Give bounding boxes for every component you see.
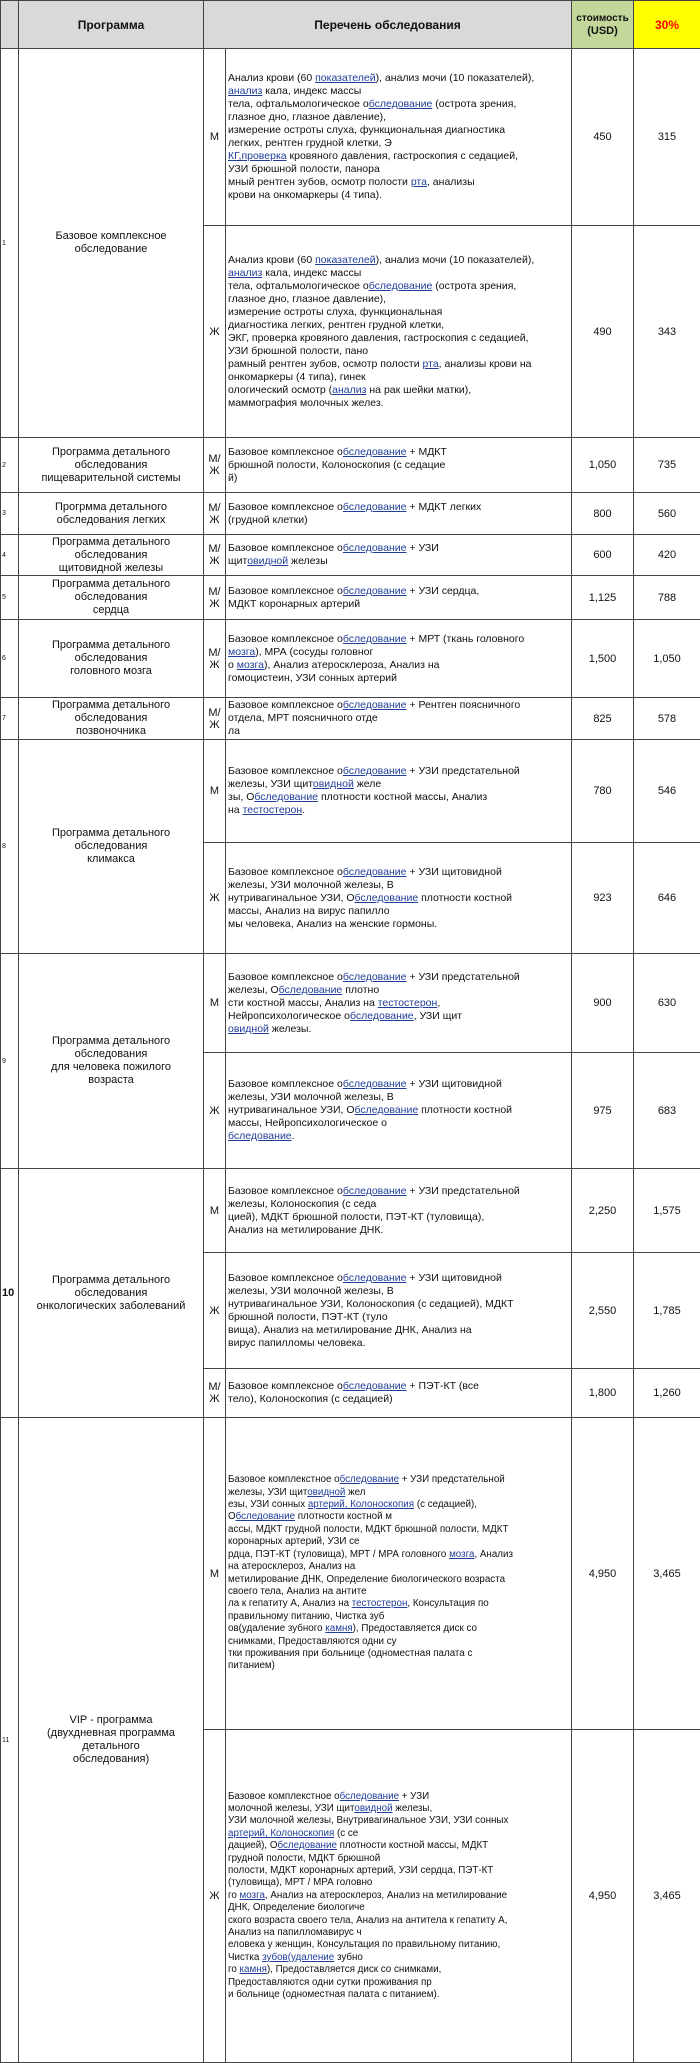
linked-term: бследование (343, 1078, 407, 1090)
row-number: 10 (1, 1169, 19, 1418)
program-name (19, 49, 204, 438)
exam-description-line: го камня), Предоставляется диск со снимками, (228, 1964, 569, 1976)
gender-cell: М (204, 49, 226, 226)
exam-description-line: Обследование плотности костной м (228, 1511, 569, 1523)
price-usd: 4,950 (572, 1730, 634, 2063)
exam-description-line: онкомаркеры (4 типа), гинек (228, 371, 569, 384)
program-name-line: обследования) (21, 1753, 201, 1766)
discount-price: 420 (634, 535, 700, 576)
exam-description-line: Базовое комплексное обследование + УЗИ предстательной (228, 1185, 569, 1198)
program-name-line: Программа детального (21, 536, 201, 549)
row-number: 6 (1, 620, 19, 698)
exam-description (226, 1053, 572, 1169)
linked-term: мозга (449, 1549, 474, 1560)
gender-cell: М/Ж (204, 493, 226, 535)
linked-term: бследование (355, 892, 419, 904)
table-row (1, 438, 700, 493)
exam-description-line: Базовое комплексное обследование + УЗИ предстательной (228, 971, 569, 984)
table-row (1, 740, 700, 843)
linked-term: бследование (369, 98, 433, 110)
gender-cell: М/Ж (204, 698, 226, 740)
program-name-line: возраста (21, 1074, 201, 1087)
linked-term: бследование (340, 1474, 399, 1485)
table-row (1, 954, 700, 1053)
exam-description-line: УЗИ брюшной полости, панора (228, 163, 569, 176)
linked-term: овидной (307, 1487, 345, 1498)
price-usd: 1,500 (572, 620, 634, 698)
row-number: 3 (1, 493, 19, 535)
gender-cell: М/Ж (204, 535, 226, 576)
linked-term: зубов(удаление (262, 1952, 334, 1963)
linked-term: бследование (350, 1010, 414, 1022)
linked-term: рта (423, 358, 439, 370)
exam-description-line: и больнице (одноместная палата с питанием). (228, 1989, 569, 2001)
exam-description-line: Анализ крови (60 показателей), анализ мочи (10 показателей), (228, 254, 569, 267)
exam-description-line: отдела, МРТ поясничного отде (228, 712, 569, 725)
linked-term: анализ (228, 267, 262, 279)
exam-description-line: тела, офтальмологическое обследование (острота зрения, (228, 280, 569, 293)
gender-cell: М/Ж (204, 1369, 226, 1418)
header-cost-label: стоимость (572, 12, 633, 25)
discount-price: 546 (634, 740, 700, 843)
exam-description-line: анализ кала, индекс массы (228, 267, 569, 280)
exam-description (226, 438, 572, 493)
exam-description-line: массы, Нейропсихологическое о (228, 1117, 569, 1130)
program-name-line: Программа детального (21, 446, 201, 459)
linked-term: овидной (313, 778, 354, 790)
program-name-line: обследования (21, 591, 201, 604)
exam-description-line: бследование. (228, 1130, 569, 1143)
linked-term: бследование (343, 971, 407, 983)
header-cost (572, 1, 634, 49)
exam-description-line: Анализ на папилломавирус ч (228, 1927, 569, 1939)
linked-term: бследование (343, 542, 407, 554)
program-name-line: щитовидной железы (21, 562, 201, 575)
discount-price: 578 (634, 698, 700, 740)
program-name-line: обследования (21, 549, 201, 562)
exam-description-line: езы, УЗИ сонных артерий, Колоноскопия (с седацией), (228, 1499, 569, 1511)
price-usd: 800 (572, 493, 634, 535)
linked-term: бследование (343, 1272, 407, 1284)
exam-description-line: мозга), МРА (сосуды головног (228, 646, 569, 659)
exam-description-line: о мозга), Анализ атеросклероза, Анализ на (228, 659, 569, 672)
program-name-line: обследования (21, 459, 201, 472)
exam-description-line: глазное дно, глазное давление), (228, 111, 569, 124)
exam-description-line: на атеросклероз, Анализ на (228, 1561, 569, 1573)
table-row (1, 49, 700, 226)
exam-description (226, 226, 572, 438)
header-program: Программа (19, 1, 204, 49)
price-usd: 490 (572, 226, 634, 438)
exam-description-line: ассы, МДКТ грудной полости, МДКТ брюшной полости, МДКТ (228, 1524, 569, 1536)
header-cost-currency: (USD) (572, 25, 633, 38)
program-name-line: обследования легких (21, 514, 201, 527)
program-name (19, 438, 204, 493)
price-usd: 600 (572, 535, 634, 576)
gender-cell: М (204, 1169, 226, 1253)
exam-description-line: крови на онкомаркеры (4 типа). (228, 189, 569, 202)
linked-term: бследование (343, 765, 407, 777)
exam-description (226, 1369, 572, 1418)
exam-description-line: МДКТ коронарных артерий (228, 598, 569, 611)
exam-description-line: ДНК, Определение биологиче (228, 1902, 569, 1914)
discount-price: 630 (634, 954, 700, 1053)
linked-term: рта (411, 176, 427, 188)
program-name (19, 1169, 204, 1418)
program-name (19, 576, 204, 620)
exam-description-line: овидной железы. (228, 1023, 569, 1036)
gender-cell: М (204, 954, 226, 1053)
gender-cell: М (204, 740, 226, 843)
linked-term: бследование (279, 984, 343, 996)
discount-price: 3,465 (634, 1418, 700, 1730)
price-usd: 4,950 (572, 1418, 634, 1730)
discount-price: 1,050 (634, 620, 700, 698)
exam-description (226, 576, 572, 620)
exam-description-line: Базовое комплексное обследование + МРТ (ткань головного (228, 633, 569, 646)
row-number: 7 (1, 698, 19, 740)
discount-price: 735 (634, 438, 700, 493)
exam-description-line: Базовое комплексное обследование + УЗИ (228, 542, 569, 555)
linked-term: бследование (343, 446, 407, 458)
linked-term: камня (325, 1623, 352, 1634)
program-name-line: обследования (21, 712, 201, 725)
header-num-cell (1, 1, 19, 49)
exam-description-line: еловека у женщин, Консультация по правильному питанию, (228, 1939, 569, 1951)
program-name-line: Программа детального (21, 639, 201, 652)
exam-description-line: на тестостерон. (228, 804, 569, 817)
linked-term: бследование (236, 1511, 295, 1522)
gender-cell: М/Ж (204, 438, 226, 493)
exam-description-line: ологический осмотр (анализ на рак шейки матки), (228, 384, 569, 397)
program-name (19, 954, 204, 1169)
row-number: 8 (1, 740, 19, 954)
program-name-line: головного мозга (21, 665, 201, 678)
exam-description-line: брюшной полости, ПЭТ-КТ (туло (228, 1311, 569, 1324)
exam-description-line: дацией), Обследование плотности костной массы, МДКТ (228, 1840, 569, 1852)
linked-term: бследование (278, 1840, 337, 1851)
exam-description-line: Чистка зубов(удаление зубно (228, 1952, 569, 1964)
exam-description-line: ского возраста своего тела, Анализ на антитела к гепатиту А, (228, 1915, 569, 1927)
exam-description-line: тело), Колоноскопия (с седацией) (228, 1393, 569, 1406)
linked-term: бследование (343, 1185, 407, 1197)
exam-description-line: Базовое комплексное обследование + УЗИ щитовидной (228, 866, 569, 879)
program-name-line: VIP - программа (21, 1714, 201, 1727)
price-usd: 1,050 (572, 438, 634, 493)
linked-term: бследование (369, 280, 433, 292)
exam-description-line: Базовое комплексное обследование + УЗИ сердца, (228, 585, 569, 598)
price-usd: 2,550 (572, 1253, 634, 1369)
program-name-line: (двухдневная программа (21, 1727, 201, 1740)
program-name-line: обследования (21, 840, 201, 853)
gender-cell: Ж (204, 226, 226, 438)
exam-description-line: диагностика легких, рентген грудной клетки, (228, 319, 569, 332)
exam-description-line: железы, УЗИ щитовидной желе (228, 778, 569, 791)
linked-term: бследование (343, 585, 407, 597)
program-name-line: Программа детального (21, 827, 201, 840)
exam-description-line: молочной железы, УЗИ щитовидной железы, (228, 1803, 569, 1815)
program-name-line: Прогрмма детального (21, 501, 201, 514)
exam-description-line: снимками, Предоставляются одни су (228, 1636, 569, 1648)
linked-term: артерий, Колоноскопия (308, 1499, 414, 1510)
program-name-line: Программа детального (21, 1274, 201, 1287)
exam-description-line: Базовое комплексное обследование + ПЭТ-КТ (все (228, 1380, 569, 1393)
discount-price: 560 (634, 493, 700, 535)
linked-term: тестостерон (243, 804, 303, 816)
linked-term: бследование (228, 1130, 292, 1142)
program-name-line: позвоночника (21, 725, 201, 738)
linked-term: мозга (228, 646, 255, 658)
exam-description-line: метилирование ДНК, Определение биологического возраста (228, 1574, 569, 1586)
exam-description-line: Базовое комплекстное обследование + УЗИ предстательной (228, 1474, 569, 1486)
linked-term: овидной (247, 555, 288, 567)
price-usd: 450 (572, 49, 634, 226)
exam-description (226, 620, 572, 698)
exam-description-line: КГ,проверка кровяного давления, гастроскопия с седацией, (228, 150, 569, 163)
linked-term: мозга (237, 659, 264, 671)
price-usd: 2,250 (572, 1169, 634, 1253)
program-name (19, 698, 204, 740)
exam-description (226, 698, 572, 740)
gender-cell: Ж (204, 1730, 226, 2063)
price-usd: 1,125 (572, 576, 634, 620)
exam-description-line: тела, офтальмологическое обследование (острота зрения, (228, 98, 569, 111)
exam-description-line: нутривагинальное УЗИ, Колоноскопия (с седацией), МДКТ (228, 1298, 569, 1311)
exam-description-line: брюшной полости, Колоноскопия (с седацие (228, 459, 569, 472)
row-number: 2 (1, 438, 19, 493)
discount-price: 1,785 (634, 1253, 700, 1369)
exam-description-line: Нейропсихологическое обследование, УЗИ щит (228, 1010, 569, 1023)
linked-term: бследование (340, 1791, 399, 1802)
linked-term: овидной (354, 1803, 392, 1814)
table-row (1, 493, 700, 535)
linked-term: КГ,проверка (228, 150, 287, 162)
program-name-line: детального (21, 1740, 201, 1753)
program-name-line: обследование (21, 243, 201, 256)
exam-description-line: рамный рентген зубов, осмотр полости рта, анализы крови на (228, 358, 569, 371)
exam-description-line: нутривагинальное УЗИ, Обследование плотности костной (228, 1104, 569, 1117)
exam-description-line: легких, рентген грудной клетки, Э (228, 137, 569, 150)
program-name (19, 535, 204, 576)
linked-term: показателей (315, 254, 376, 266)
exam-description-line: артерий, Колоноскопия (с се (228, 1828, 569, 1840)
program-name-line: климакса (21, 853, 201, 866)
linked-term: бследование (343, 1380, 407, 1392)
linked-term: бследование (343, 633, 407, 645)
exam-description-line: сти костной массы, Анализ на тестостерон, (228, 997, 569, 1010)
exam-description-line: глазное дно, глазное давление), (228, 293, 569, 306)
exam-description-line: своего тела, Анализ на антите (228, 1586, 569, 1598)
price-usd: 975 (572, 1053, 634, 1169)
program-name-line: пищеварительной системы (21, 472, 201, 485)
exam-description-line: питанием) (228, 1660, 569, 1672)
exam-description-line: ЭКГ, проверка кровяного давления, гастроскопия с седацией, (228, 332, 569, 345)
exam-description (226, 954, 572, 1053)
gender-cell: М/Ж (204, 620, 226, 698)
table-row (1, 576, 700, 620)
exam-description (226, 1418, 572, 1730)
gender-cell: Ж (204, 843, 226, 954)
exam-description-line: измерение остроты слуха, функциональная диагностика (228, 124, 569, 137)
exam-description-line: щитовидной железы (228, 555, 569, 568)
linked-term: бследование (343, 699, 407, 711)
row-number: 11 (1, 1418, 19, 2063)
exam-description-line: гомоцистеин, УЗИ сонных артерий (228, 672, 569, 685)
exam-description (226, 1169, 572, 1253)
exam-description-line: вирус папилломы человека. (228, 1337, 569, 1350)
discount-price: 683 (634, 1053, 700, 1169)
header-row (1, 1, 700, 49)
exam-description-line: ла (228, 725, 569, 738)
exam-description-line: Предоставляются одни сутки проживания пр (228, 1977, 569, 1989)
gender-cell: Ж (204, 1053, 226, 1169)
exam-description-line: правильному питанию, Чистка зуб (228, 1611, 569, 1623)
exam-description-line: Базовое комплексное обследование + Рентген поясничного (228, 699, 569, 712)
exam-description-line: вища), Анализ на метилирование ДНК, Анализ на (228, 1324, 569, 1337)
linked-term: овидной (228, 1023, 269, 1035)
program-name-line: Программа детального (21, 578, 201, 591)
exam-description-line: УЗИ молочной железы, Внутривагинальное УЗИ, УЗИ сонных (228, 1815, 569, 1827)
exam-description-line: мный рентген зубов, осмотр полости рта, анализы (228, 176, 569, 189)
exam-description-line: железы, УЗИ щитовидной жел (228, 1487, 569, 1499)
program-name-line: онкологических заболеваний (21, 1300, 201, 1313)
linked-term: бследование (343, 866, 407, 878)
table-body (1, 49, 700, 2063)
price-usd: 780 (572, 740, 634, 843)
exam-description-line: (грудной клетки) (228, 514, 569, 527)
price-usd: 923 (572, 843, 634, 954)
program-name-line: Программа детального (21, 1035, 201, 1048)
exam-description (226, 493, 572, 535)
header-exam-list: Перечень обследования (204, 1, 572, 49)
exam-description (226, 1253, 572, 1369)
row-number: 1 (1, 49, 19, 438)
program-name-line: обследования (21, 652, 201, 665)
discount-price: 3,465 (634, 1730, 700, 2063)
exam-description-line: нутривагинальное УЗИ, Обследование плотности костной (228, 892, 569, 905)
linked-term: показателей (315, 72, 376, 84)
exam-description (226, 49, 572, 226)
discount-price: 343 (634, 226, 700, 438)
exam-description-line: железы, Обследование плотно (228, 984, 569, 997)
price-usd: 1,800 (572, 1369, 634, 1418)
exam-description-line: ла к гепатиту А, Анализ на тестостерон, Консультация по (228, 1598, 569, 1610)
gender-cell: М/Ж (204, 576, 226, 620)
exam-description-line: коронарных артерий, УЗИ се (228, 1536, 569, 1548)
row-number: 9 (1, 954, 19, 1169)
exam-description-line: Базовое комплексное обследование + УЗИ предстательной (228, 765, 569, 778)
program-name-line: для человека пожилого (21, 1061, 201, 1074)
linked-term: камня (240, 1964, 267, 1975)
exam-description-line: Базовое комплексное обследование + МДКТ легких (228, 501, 569, 514)
linked-term: бследование (254, 791, 318, 803)
linked-term: артерий, Колоноскопия (228, 1828, 334, 1839)
table-row (1, 1418, 700, 1730)
exam-description-line: рдца, ПЭТ-КТ (туловища), МРТ / МРА головного мозга, Анализ (228, 1549, 569, 1561)
program-name (19, 620, 204, 698)
exam-description-line: (туловища), МРТ / МРА головно (228, 1877, 569, 1889)
exam-description (226, 535, 572, 576)
exam-description-line: измерение остроты слуха, функциональная (228, 306, 569, 319)
exam-description-line: Базовое комплексное обследование + МДКТ (228, 446, 569, 459)
row-number: 5 (1, 576, 19, 620)
linked-term: бследование (343, 501, 407, 513)
table-row (1, 620, 700, 698)
discount-price: 646 (634, 843, 700, 954)
exam-description-line: УЗИ брюшной полости, пано (228, 345, 569, 358)
exam-description-line: полости, МДКТ коронарных артерий, УЗИ сердца, ПЭТ-КТ (228, 1865, 569, 1877)
gender-cell: Ж (204, 1253, 226, 1369)
program-name-line: Базовое комплексное (21, 230, 201, 243)
table-row (1, 1169, 700, 1253)
program-name-line: обследования (21, 1048, 201, 1061)
table-row (1, 698, 700, 740)
exam-description (226, 740, 572, 843)
exam-description-line: Базовое комплексное обследование + УЗИ щитовидной (228, 1078, 569, 1091)
program-name-line: Программа детального (21, 699, 201, 712)
program-name (19, 1418, 204, 2063)
discount-price: 1,575 (634, 1169, 700, 1253)
exam-description-line: ов(удаление зубного камня), Предоставляется диск со (228, 1623, 569, 1635)
exam-description-line: тки проживания при больнице (одноместная палата с (228, 1648, 569, 1660)
discount-price: 1,260 (634, 1369, 700, 1418)
discount-price: 315 (634, 49, 700, 226)
program-name (19, 493, 204, 535)
header-discount: 30% (634, 1, 700, 49)
exam-description-line: железы, УЗИ молочной железы, В (228, 1285, 569, 1298)
exam-description-line: Базовое комплекстное обследование + УЗИ (228, 1791, 569, 1803)
program-name-line: сердца (21, 604, 201, 617)
exam-description-line: й) (228, 472, 569, 485)
exam-description-line: железы, УЗИ молочной железы, В (228, 1091, 569, 1104)
exam-description-line: Анализ крови (60 показателей), анализ мочи (10 показателей), (228, 72, 569, 85)
exam-description-line: маммография молочных желез. (228, 397, 569, 410)
exam-description-line: Анализ на метилирование ДНК. (228, 1224, 569, 1237)
linked-term: бследование (355, 1104, 419, 1116)
exam-description-line: массы, Анализ на вирус папилло (228, 905, 569, 918)
linked-term: тестостерон (352, 1598, 408, 1609)
table-row (1, 535, 700, 576)
exam-description-line: грудной полости, МДКТ брюшной (228, 1853, 569, 1865)
exam-description-line: железы, УЗИ молочной железы, В (228, 879, 569, 892)
price-usd: 825 (572, 698, 634, 740)
exam-description-line: Базовое комплексное обследование + УЗИ щитовидной (228, 1272, 569, 1285)
linked-term: анализ (332, 384, 366, 396)
gender-cell: М (204, 1418, 226, 1730)
exam-description-line: цией), МДКТ брюшной полости, ПЭТ-КТ (туловища), (228, 1211, 569, 1224)
linked-term: тестостерон (378, 997, 438, 1009)
exam-description-line: железы, Колоноскопия (с седа (228, 1198, 569, 1211)
exam-description-line: го мозга, Анализ на атеросклероз, Анализ на метилирование (228, 1890, 569, 1902)
exam-description-line: зы, Обследование плотности костной массы, Анализ (228, 791, 569, 804)
exam-description (226, 1730, 572, 2063)
linked-term: анализ (228, 85, 262, 97)
program-name-line: обследования (21, 1287, 201, 1300)
linked-term: мозга (240, 1890, 265, 1901)
exam-description-line: мы человека, Анализ на женские гормоны. (228, 918, 569, 931)
exam-description (226, 843, 572, 954)
program-name (19, 740, 204, 954)
row-number: 4 (1, 535, 19, 576)
exam-description-line: анализ кала, индекс массы (228, 85, 569, 98)
discount-price: 788 (634, 576, 700, 620)
price-usd: 900 (572, 954, 634, 1053)
